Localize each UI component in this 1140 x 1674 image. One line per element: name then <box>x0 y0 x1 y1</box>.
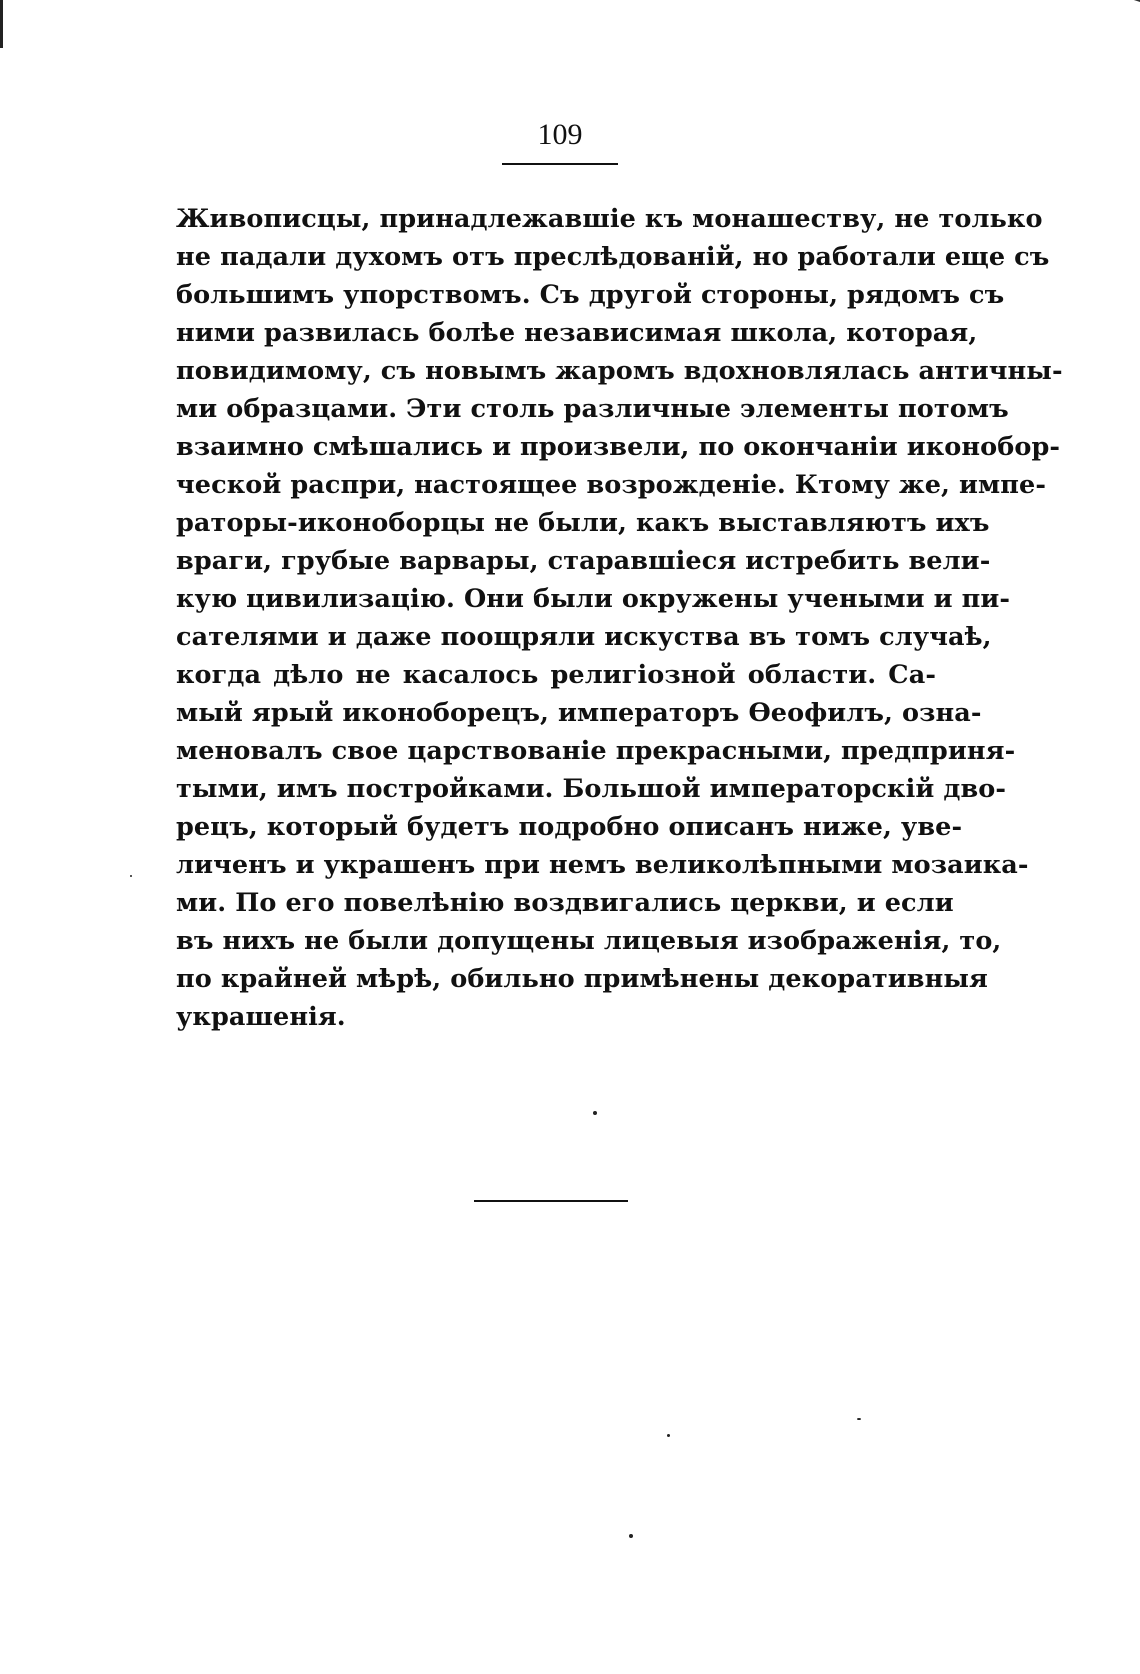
text-line: взаимно смѣшались и произвели, по окончаніи иконобор- <box>176 432 1061 462</box>
text-line: украшенія. <box>176 1002 346 1032</box>
text-line: раторы-иконоборцы не были, какъ выставляютъ ихъ <box>176 508 990 538</box>
text-line: не падали духомъ отъ преслѣдованій, но работали еще съ <box>176 242 1050 272</box>
scan-speck <box>857 1418 861 1420</box>
text-line: ними развилась болѣе независимая школа, которая, <box>176 318 978 348</box>
text-line: личенъ и украшенъ при немъ великолѣпными мозаика- <box>176 850 1029 880</box>
text-line: Живописцы, принадлежавшіе къ монашеству, не только <box>176 204 1043 234</box>
text-line: ми образцами. Эти столь различные элементы потомъ <box>176 394 1009 424</box>
text-line: кую цивилизацію. Они были окружены учеными и пи- <box>176 584 1011 614</box>
text-line: повидимому, съ новымъ жаромъ вдохновлялась античны- <box>176 356 1063 386</box>
footer-rule <box>474 1200 628 1202</box>
text-line: большимъ упорствомъ. Съ другой стороны, рядомъ съ <box>176 280 1005 310</box>
scan-edge-mark <box>0 0 3 48</box>
text-line: сателями и даже поощряли искуства въ томъ случаѣ, <box>176 622 992 652</box>
scan-corner-mark <box>1080 0 1140 26</box>
text-line: ческой распри, настоящее возрожденіе. Ктому же, импе- <box>176 470 1047 500</box>
text-line: въ нихъ не были допущены лицевыя изображенія, то, <box>176 926 1002 956</box>
body-paragraph <box>176 200 1063 1036</box>
scan-speck <box>593 1111 597 1115</box>
text-line: мый ярый иконоборецъ, императоръ Өеофилъ, озна- <box>176 698 982 728</box>
text-line: рецъ, который будетъ подробно описанъ ниже, уве- <box>176 812 963 842</box>
text-line: по крайней мѣрѣ, обильно примѣнены декоративныя <box>176 964 988 994</box>
text-line: тыми, имъ постройками. Большой императорскій дво- <box>176 774 1007 804</box>
header-rule <box>502 163 618 165</box>
text-line: ми. По его повелѣнію воздвигались церкви, и если <box>176 888 954 918</box>
text-line: враги, грубые варвары, старавшіеся истребить вели- <box>176 546 991 576</box>
text-line: когда дѣло не касалось религіозной области. Са- <box>176 660 936 690</box>
scan-speck <box>130 875 132 877</box>
scan-speck <box>667 1434 670 1437</box>
scan-speck <box>629 1534 633 1538</box>
text-line: меновалъ свое царствованіе прекрасными, предприня- <box>176 736 1016 766</box>
page-number: 109 <box>537 118 583 151</box>
